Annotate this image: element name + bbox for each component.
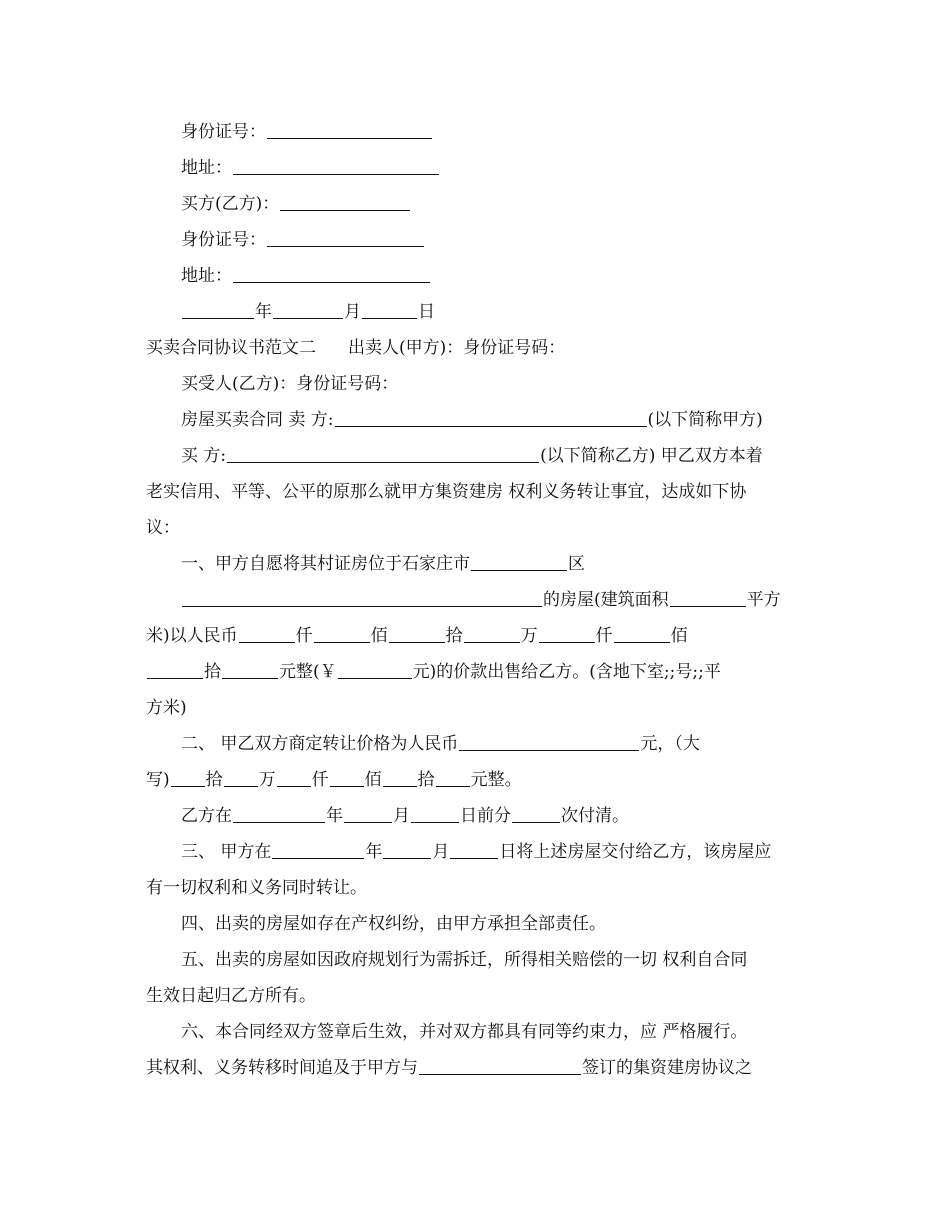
seller-address-line: [181, 157, 440, 179]
text: 六、本合同经双方签章后生效，并对双方都具有同等约束力，应 严格履行。: [181, 1022, 748, 1042]
clause-2-line: [181, 733, 700, 755]
blank: [222, 662, 278, 679]
clause-1-line: [181, 589, 781, 611]
text: 佰: [364, 770, 382, 790]
blank: [389, 626, 445, 643]
text: (以下简称乙方) 甲乙双方本着: [540, 446, 763, 466]
text: 五、出卖的房屋如因政府规划行为需拆迁，所得相关赔偿的一切 权利自合同: [181, 950, 748, 970]
payment-line: [181, 805, 629, 827]
blank: [335, 410, 647, 427]
text: 年: [365, 842, 383, 862]
blank: [277, 770, 311, 787]
text: 的房屋(建筑面积: [543, 590, 669, 610]
text: 老实信用、平等、公平的原那么就甲方集资建房 权利义务转让事宜，达成如下协: [146, 482, 747, 502]
text: 仟: [311, 770, 329, 790]
text: 签订的集资建房协议之: [582, 1058, 752, 1078]
blank: [182, 590, 542, 607]
section-title-line: [146, 337, 565, 359]
text: 元，（大: [640, 734, 700, 754]
blank: [272, 842, 364, 859]
blank: [233, 806, 325, 823]
blank: [267, 122, 432, 139]
text: 仟: [295, 626, 313, 646]
text: 四、出卖的房屋如存在产权纠纷，由甲方承担全部责任。: [181, 914, 606, 934]
blank: [330, 770, 364, 787]
label: 身份证号：: [181, 230, 266, 250]
text: 房屋买卖合同 卖 方:: [181, 410, 334, 430]
text: 乙方在: [181, 806, 232, 826]
text: 买 方:: [181, 446, 227, 466]
month-label: 月: [344, 302, 361, 322]
text: 日将上述房屋交付给乙方，该房屋应: [499, 842, 772, 862]
blank: [182, 302, 254, 319]
blank: [171, 770, 205, 787]
year-label: 年: [255, 302, 272, 322]
buyer-id-line: [181, 229, 425, 251]
clause-3-line: [181, 841, 771, 863]
blank: [233, 266, 430, 283]
text: 买受人(乙方)：身份证号码：: [181, 374, 399, 394]
blank: [314, 626, 370, 643]
blank: [273, 302, 343, 319]
text: 方米): [146, 698, 187, 718]
seller-id-line: [181, 121, 433, 143]
day-label: 日: [418, 302, 435, 322]
blank: [459, 734, 639, 751]
date-line: [181, 301, 435, 323]
blank: [436, 770, 470, 787]
blank: [338, 662, 412, 679]
seller-info: 出卖人(甲方)：身份证号码：: [348, 338, 566, 358]
text: 其权利、义务转移时间追及于甲方与: [146, 1058, 418, 1078]
blank: [147, 662, 203, 679]
text: 有一切权利和义务同时转让。: [146, 878, 367, 898]
blank: [239, 626, 295, 643]
text: 次付清。: [561, 806, 629, 826]
blank: [362, 302, 417, 319]
clause-1-line: [146, 661, 721, 683]
contract-seller-line: [181, 409, 763, 431]
blank: [224, 770, 258, 787]
section-title: 买卖合同协议书范文二: [146, 338, 316, 358]
text: 仟: [595, 626, 613, 646]
blank: [411, 806, 459, 823]
text: 万: [258, 770, 276, 790]
clause-6-line: [181, 1021, 747, 1043]
buyer-line: [181, 193, 411, 215]
clause-5-line: [146, 985, 316, 1007]
contract-buyer-line: [181, 445, 763, 467]
blank: [539, 626, 595, 643]
text: 拾: [445, 626, 463, 646]
text: 年: [326, 806, 343, 826]
blank: [227, 446, 539, 463]
blank: [383, 770, 417, 787]
blank: [344, 806, 392, 823]
text: 生效日起归乙方所有。: [146, 986, 316, 1006]
clause-1-line: [146, 625, 688, 647]
text: 万: [520, 626, 538, 646]
clause-3-line: [146, 877, 367, 899]
blank: [464, 626, 520, 643]
text: 拾: [205, 770, 223, 790]
text: 元整(￥: [279, 662, 337, 682]
text: 日前分: [460, 806, 511, 826]
blank: [233, 158, 439, 175]
blank: [512, 806, 560, 823]
text: 二、 甲乙双方商定转让价格为人民币: [181, 734, 459, 754]
clause-1-line: [181, 553, 585, 575]
body-line: [146, 517, 180, 539]
blank: [670, 590, 746, 607]
blank: [471, 554, 567, 571]
clause-2-line: [146, 769, 522, 791]
blank: [267, 230, 424, 247]
text: 拾: [204, 662, 221, 682]
text: 米)以人民币: [146, 626, 238, 646]
label: 买方(乙方)：: [181, 194, 280, 214]
text: 佰: [670, 626, 688, 646]
text: 元)的价款出售给乙方。(含地下室;;号;;平: [412, 662, 721, 682]
text: 月: [432, 842, 450, 862]
text: 一、甲方自愿将其村证房位于石家庄市: [181, 554, 470, 574]
blank: [450, 842, 498, 859]
text: 佰: [370, 626, 388, 646]
text: 写): [146, 770, 170, 790]
label: 身份证号：: [181, 122, 266, 142]
text: 拾: [417, 770, 435, 790]
clause-1-line: [146, 697, 187, 719]
buyer-info-line: [181, 373, 398, 395]
label: 地址：: [181, 266, 232, 286]
text: 三、 甲方在: [181, 842, 272, 862]
label: 地址：: [181, 158, 232, 178]
blank: [419, 1058, 581, 1075]
text: 元整。: [470, 770, 522, 790]
clause-4-line: [181, 913, 606, 935]
blank: [383, 842, 431, 859]
text: 区: [568, 554, 585, 574]
text: 平方: [746, 590, 781, 610]
buyer-address-line: [181, 265, 431, 287]
clause-6-line: [146, 1057, 752, 1079]
body-line: [146, 481, 746, 503]
text: 议：: [146, 518, 180, 538]
blank: [614, 626, 670, 643]
blank: [280, 194, 410, 211]
clause-5-line: [181, 949, 747, 971]
text: (以下简称甲方): [647, 410, 763, 430]
text: 月: [393, 806, 410, 826]
